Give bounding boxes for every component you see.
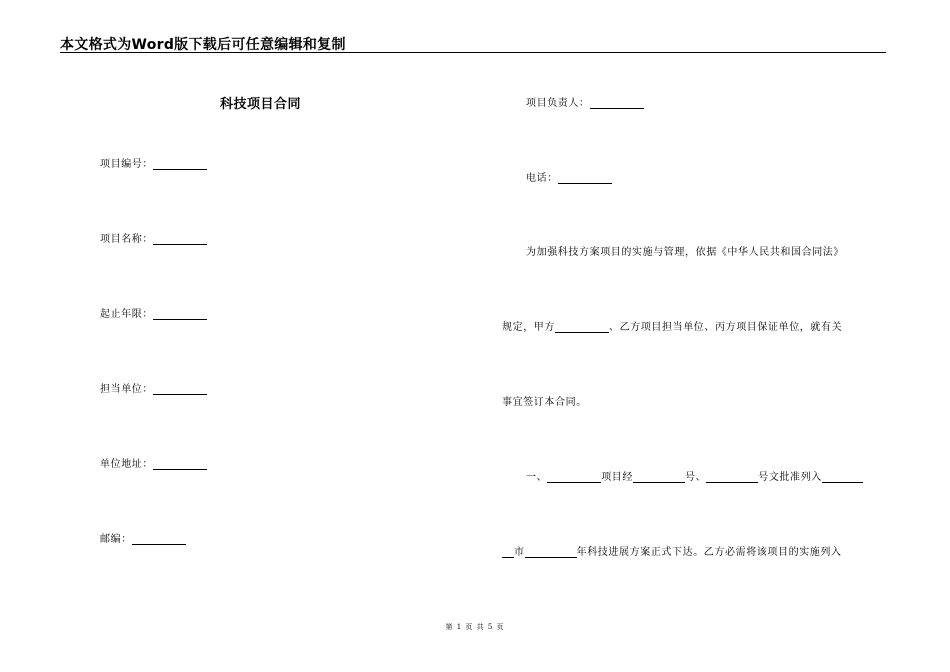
blank-line [153, 383, 207, 395]
field-label: 担当单位： [100, 384, 153, 395]
text-run: 年科技进展方案正式下达。乙方必需将该项目的实施列入 [576, 547, 842, 558]
text-run: 规定，甲方 [502, 322, 555, 333]
blank-line [558, 172, 612, 184]
field-undertaking-unit [100, 380, 207, 395]
text-run: 号、 [685, 472, 707, 483]
text-run: 市 [514, 547, 525, 558]
field-duration [100, 305, 207, 320]
blank-line [132, 533, 186, 545]
header-title: 本文格式为Word版下载后可任意编辑和复制 [60, 37, 346, 53]
field-project-name [100, 230, 207, 245]
field-label: 项目编号： [100, 159, 153, 170]
field-label: 单位地址： [100, 459, 153, 470]
page-number: 第 1 页 共 5 页 [445, 623, 505, 631]
contract-title: 科技项目合同 [220, 97, 302, 112]
blank-line [502, 546, 514, 558]
field-label: 电话： [526, 173, 558, 184]
field-label: 项目负责人： [526, 98, 590, 109]
field-postcode [100, 530, 186, 545]
field-project-leader [526, 94, 644, 109]
field-project-number [100, 155, 207, 170]
text-run: 项目经 [601, 472, 634, 483]
blank-line [547, 471, 601, 483]
field-phone [526, 169, 612, 184]
text-run: 号文批准列入 [758, 472, 822, 483]
text-run: 、乙方项目担当单位、丙方项目保证单位，就有关 [609, 322, 843, 333]
paragraph-1-line-1: 为加强科技方案项目的实施与管理，依据《中华人民共和国合同法》 [526, 247, 844, 258]
blank-line [706, 471, 758, 483]
field-label: 起止年限： [100, 309, 153, 320]
text-run: 一、 [526, 472, 548, 483]
blank-line [555, 321, 609, 333]
field-unit-address [100, 455, 207, 470]
paragraph-2-line-1 [526, 468, 863, 483]
blank-line [153, 308, 207, 320]
blank-line [633, 471, 685, 483]
paragraph-1-line-2 [502, 318, 842, 333]
blank-line [153, 158, 207, 170]
blank-line [153, 458, 207, 470]
blank-line [822, 471, 863, 483]
blank-line [525, 546, 577, 558]
field-label: 项目名称： [100, 234, 153, 245]
blank-line [153, 233, 207, 245]
paragraph-2-line-2 [502, 543, 842, 558]
paragraph-1-line-3: 事宜签订本合同。 [502, 397, 587, 408]
blank-line [590, 97, 644, 109]
field-label: 邮编： [100, 534, 132, 545]
header-divider [60, 52, 886, 53]
